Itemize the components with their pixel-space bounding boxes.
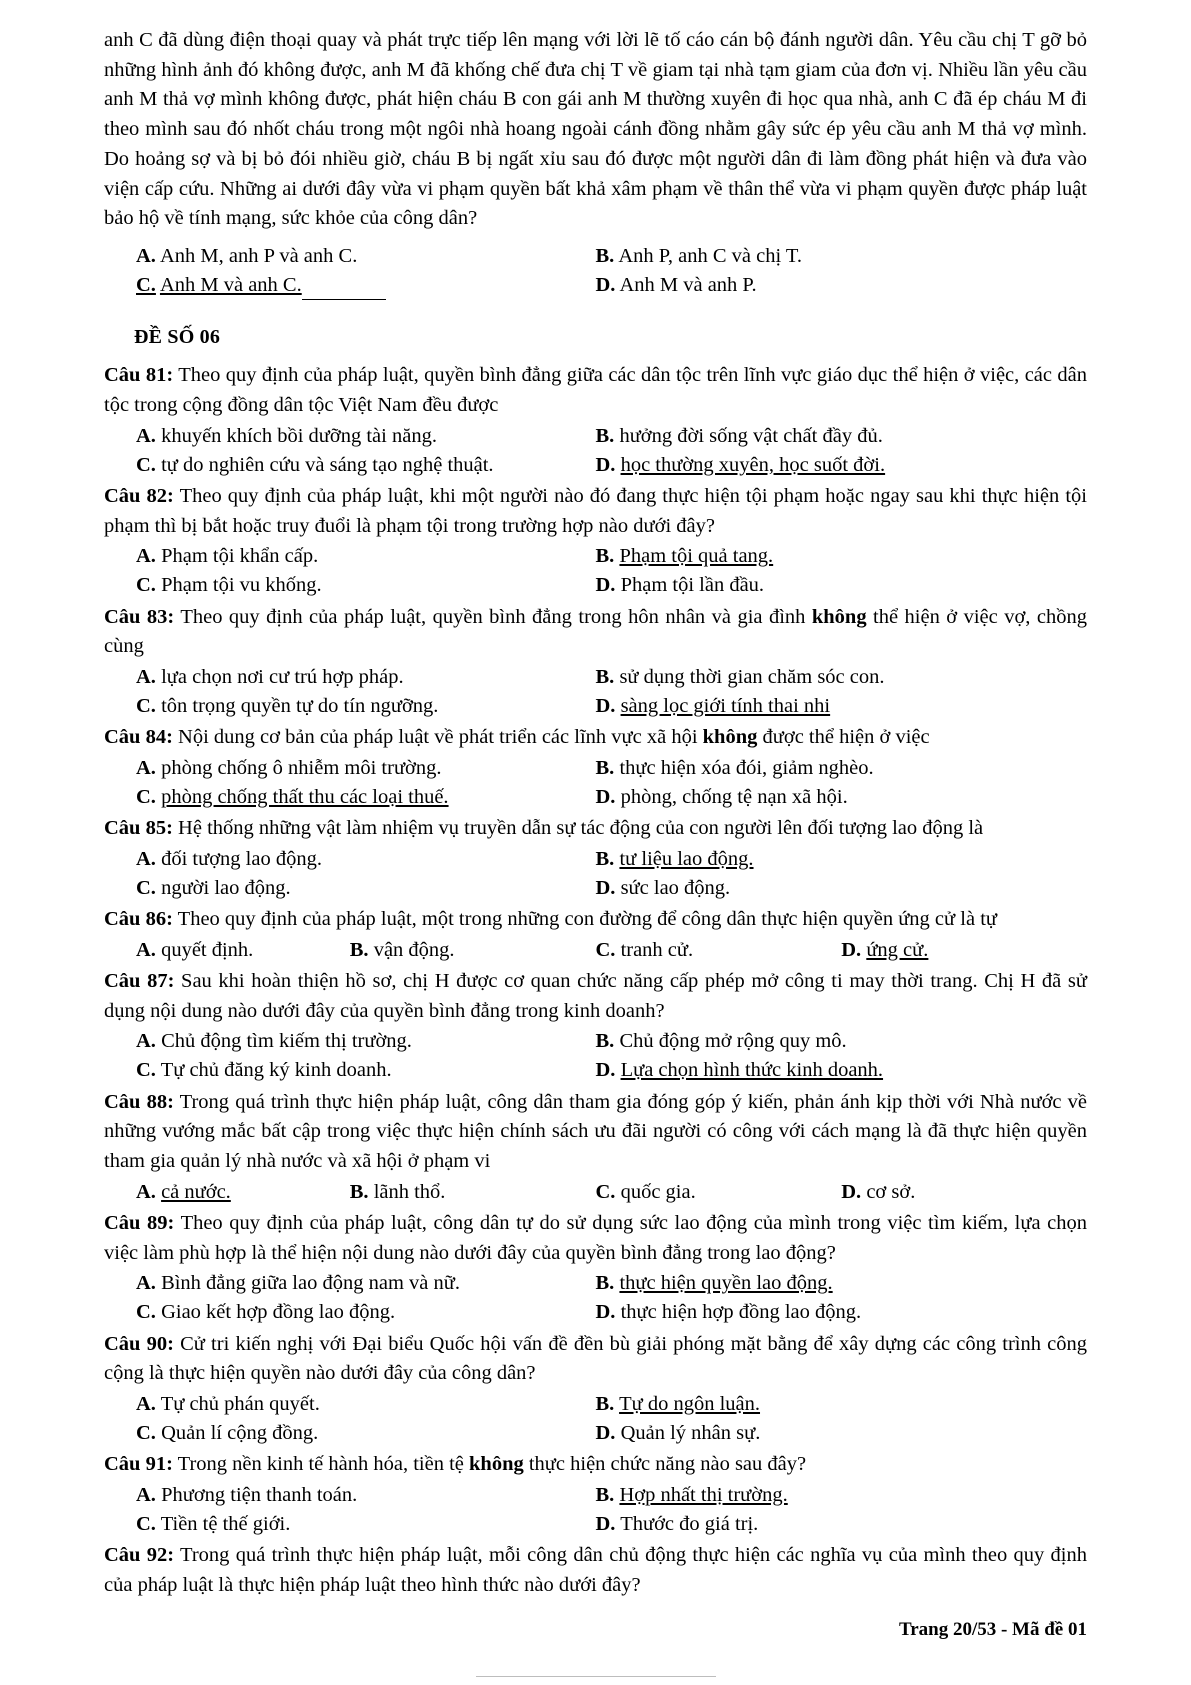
answer-option: [104, 1056, 596, 1085]
answer-option: [596, 1390, 1088, 1419]
answer-option: [596, 692, 1088, 721]
answer-row: [104, 783, 1087, 812]
answer-option: [104, 1481, 596, 1510]
answer-row: [104, 271, 1087, 300]
question-text: [104, 603, 1087, 662]
answer-text: tự do nghiên cứu và sáng tạo nghệ thuật.: [161, 453, 494, 476]
question-number: Câu 87:: [104, 969, 175, 992]
answer-option: [841, 1178, 1087, 1207]
question-text: [104, 361, 1087, 420]
answer-label: A.: [136, 938, 156, 961]
answer-group: [104, 663, 1087, 721]
question-text: [104, 967, 1087, 1026]
answer-text: Tự chủ đăng ký kinh doanh.: [160, 1059, 392, 1082]
answer-row: [104, 1298, 1087, 1327]
answer-text: Thước đo giá trị.: [620, 1512, 759, 1535]
answer-label: D.: [595, 1512, 616, 1535]
answer-label: B.: [595, 1483, 615, 1506]
answer-text: Tự chủ phán quyết.: [160, 1392, 320, 1415]
answer-group: [104, 542, 1087, 600]
answer-text: Phạm tội vu khống.: [161, 574, 322, 597]
answer-text: cơ sở.: [866, 1180, 916, 1203]
answer-text: Anh M, anh P và anh C.: [159, 245, 358, 268]
answer-label: A.: [136, 1030, 156, 1053]
answer-label: C.: [595, 1180, 616, 1203]
question-text: [104, 814, 1087, 844]
question-number: Câu 81:: [104, 364, 174, 387]
answer-text: tư liệu lao động.: [619, 847, 754, 870]
answer-label: B.: [595, 1030, 615, 1053]
answer-option: [104, 783, 596, 812]
answer-option: [596, 874, 1088, 903]
answer-row: [104, 1178, 1087, 1207]
answer-label: D.: [595, 786, 616, 809]
bottom-divider: [476, 1676, 716, 1677]
answer-text: Quản lí cộng đồng.: [161, 1422, 319, 1445]
answer-group: [104, 845, 1087, 903]
answer-text: Phương tiện thanh toán.: [161, 1483, 358, 1506]
answer-label: B.: [595, 756, 615, 779]
answer-text: đối tượng lao động.: [161, 847, 322, 870]
answer-label: A.: [136, 756, 156, 779]
answer-text: Tiền tệ thế giới.: [160, 1512, 291, 1535]
answer-label: C.: [136, 876, 156, 899]
answer-text: vận động.: [373, 938, 455, 961]
answer-label: C.: [136, 574, 156, 597]
answer-option: [596, 1510, 1088, 1539]
questions-container: [104, 361, 1087, 1600]
question-body: Trong quá trình thực hiện pháp luật, công dân tham gia đóng góp ý kiến, phản ánh kịp thời với Nhà nước về những vướng mắc bất cập trong việc thực hiện chính sách ưu đãi người có công với cách mạng là đã thực hiện quyền tham gia quản lý nhà nước và xã hội ở phạm vi: [104, 1090, 1087, 1173]
answer-option: [596, 845, 1088, 874]
question-body: Theo quy định của pháp luật, khi một người nào đó đang thực hiện tội phạm hoặc ngay sau khi thực hiện tội phạm thì bị bắt hoặc truy đuổi là phạm tội trong trường hợp nào dưới đây?: [104, 484, 1087, 537]
answer-row: [104, 451, 1087, 480]
answer-label: B.: [595, 245, 615, 268]
answer-option: [596, 783, 1088, 812]
answer-text: phòng, chống tệ nạn xã hội.: [620, 786, 848, 809]
answer-row: [104, 542, 1087, 571]
answer-text: Anh M và anh C.: [159, 274, 302, 297]
question-number: Câu 88:: [104, 1090, 174, 1113]
answer-option: [596, 936, 842, 965]
question-text: [104, 1330, 1087, 1389]
answer-label: A.: [136, 545, 156, 568]
answer-row: [104, 1481, 1087, 1510]
answer-text: Hợp nhất thị trường.: [619, 1483, 788, 1506]
answer-option: [596, 1269, 1088, 1298]
answer-text: sức lao động.: [620, 876, 731, 899]
answer-label: B.: [595, 1392, 615, 1415]
answer-label: A.: [136, 666, 156, 688]
answer-row: [104, 1027, 1087, 1056]
answer-group: [104, 422, 1087, 480]
question-text: [104, 1209, 1087, 1268]
answer-text: lựa chọn nơi cư trú hợp pháp.: [161, 666, 404, 688]
answer-option: [596, 1481, 1088, 1510]
answer-row: [104, 692, 1087, 721]
question-body: Trong quá trình thực hiện pháp luật, mỗi công dân chủ động thực hiện các nghĩa vụ của mình theo quy định của pháp luật là thực hiện pháp luật theo hình thức nào dưới đây?: [104, 1544, 1087, 1596]
answer-group: [104, 1269, 1087, 1327]
answer-option: [104, 571, 596, 600]
answer-label: C.: [136, 274, 156, 297]
answer-text: Giao kết hợp đồng lao động.: [161, 1301, 396, 1324]
page-footer: Trang 20/53 - Mã đề 01: [898, 1619, 1087, 1640]
answer-row: [104, 242, 1087, 271]
answer-row: [104, 936, 1087, 965]
answer-option: [104, 271, 596, 300]
question-number: Câu 82:: [104, 484, 174, 507]
question-text: [104, 723, 1087, 753]
question-number: Câu 91:: [104, 1453, 173, 1476]
answer-text: sàng lọc giới tính thai nhi: [620, 695, 831, 718]
answer-text: sử dụng thời gian chăm sóc con.: [619, 666, 885, 688]
question-text: [104, 1088, 1087, 1177]
answer-option: [596, 271, 1088, 300]
question-body: Sau khi hoàn thiện hồ sơ, chị H được cơ quan chức năng cấp phép mở công ti may thời trang. Chị H đã sử dụng nội dung nào dưới đây của quyền bình đẳng trong kinh doanh?: [104, 969, 1087, 1022]
answer-text: quốc gia.: [620, 1180, 696, 1203]
question-body: Trong nền kinh tế hành hóa, tiền tệ không thực hiện chức năng nào sau đây?: [172, 1453, 807, 1476]
answer-option: [596, 542, 1088, 571]
answer-text: Anh M và anh P.: [619, 274, 757, 297]
answer-option: [596, 1056, 1088, 1085]
answer-label: D.: [841, 938, 862, 961]
answer-label: D.: [595, 1422, 616, 1445]
section-title: ĐỀ SỐ 06: [134, 326, 221, 349]
answer-row: [104, 1056, 1087, 1085]
answer-label: B.: [595, 1272, 615, 1295]
answer-label: C.: [136, 1512, 156, 1535]
underline-extension: [302, 282, 386, 300]
answer-label: D.: [595, 876, 616, 899]
answer-text: Phạm tội quả tang.: [619, 545, 774, 568]
intro-answers: [104, 242, 1087, 300]
answer-row: [104, 1419, 1087, 1448]
answer-text: Lựa chọn hình thức kinh doanh.: [620, 1059, 884, 1082]
answer-option: [841, 936, 1087, 965]
answer-group: [104, 1481, 1087, 1539]
question-number: Câu 83:: [104, 605, 175, 628]
answer-label: D.: [595, 695, 616, 718]
answer-option: [350, 936, 596, 965]
answer-label: A.: [136, 1180, 156, 1203]
answer-text: tôn trọng quyền tự do tín ngưỡng.: [161, 695, 439, 718]
answer-option: [104, 1269, 596, 1298]
question-body: Theo quy định của pháp luật, quyền bình đẳng giữa các dân tộc trên lĩnh vực giáo dục thể hiện ở việc, các dân tộc trong cộng đồng dân tộc Việt Nam đều được: [104, 364, 1087, 416]
answer-label: B.: [595, 847, 615, 870]
question-number: Câu 89:: [104, 1211, 175, 1234]
answer-option: [350, 1178, 596, 1207]
answer-option: [104, 754, 596, 783]
question-body: Theo quy định của pháp luật, công dân tự do sử dụng sức lao động của mình trong việc tìm kiếm, lựa chọn việc làm phù hợp là thể hiện nội dung nào dưới đây của quyền bình đẳng trong lao động?: [104, 1211, 1087, 1264]
answer-label: D.: [841, 1180, 862, 1203]
answer-text: cả nước.: [161, 1180, 231, 1203]
answer-row: [104, 1390, 1087, 1419]
answer-label: C.: [136, 1301, 156, 1324]
answer-option: [596, 451, 1088, 480]
question-text: [104, 905, 1087, 935]
question-body: Hệ thống những vật làm nhiệm vụ truyền dẫn sự tác động của con người lên đối tượng lao động là: [172, 817, 984, 840]
emphasis: không: [469, 1453, 524, 1476]
question-body: Nội dung cơ bản của pháp luật về phát triển các lĩnh vực xã hội không được thể hiện ở việc: [172, 726, 930, 749]
answer-row: [104, 1510, 1087, 1539]
answer-text: thực hiện quyền lao động.: [619, 1272, 833, 1295]
answer-label: D.: [595, 1059, 616, 1082]
intro-paragraph: anh C đã dùng điện thoại quay và phát trực tiếp lên mạng với lời lẽ tố cáo cán bộ đánh người dân. Yêu cầu chị T gỡ bỏ những hình ảnh đó không được, anh M đã khống chế đưa chị T về giam tại nhà tạm giam của đơn vị. Nhiều lần yêu cầu anh M thả vợ mình không được, phát hiện cháu B con gái anh M thường xuyên đi học qua nhà, anh C đã ép cháu M đi theo mình sau đó nhốt cháu trong một ngôi nhà hoang ngoài cánh đồng nhằm gây sức ép yêu cầu anh M thả vợ mình. Do hoảng sợ và bị bỏ đói nhiều giờ, cháu B bị ngất xỉu sau đó được một người dân đi làm đồng phát hiện và đưa vào viện cấp cứu. Những ai dưới đây vừa vi phạm quyền bất khả xâm phạm về thân thể vừa vi phạm quyền được pháp luật bảo hộ về tính mạng, sức khỏe của công dân?: [104, 29, 1087, 230]
question-body: Theo quy định của pháp luật, quyền bình đẳng trong hôn nhân và gia đình không thể hiện ở việc vợ, chồng cùng: [104, 605, 1087, 658]
question-number: Câu 86:: [104, 908, 173, 931]
answer-text: khuyến khích bồi dưỡng tài năng.: [161, 424, 437, 447]
answer-option: [104, 451, 596, 480]
answer-option: [104, 692, 596, 721]
answer-group: [104, 936, 1087, 965]
question-number: Câu 92:: [104, 1544, 175, 1567]
answer-label: C.: [136, 1422, 156, 1445]
answer-text: học thường xuyên, học suốt đời.: [620, 453, 886, 476]
answer-option: [104, 542, 596, 571]
answer-option: [596, 1298, 1088, 1327]
answer-label: B.: [349, 1180, 369, 1203]
question-text: [104, 1541, 1087, 1600]
question-number: Câu 85:: [104, 817, 173, 840]
answer-option: [104, 663, 596, 692]
answer-text: Quản lý nhân sự.: [620, 1422, 761, 1445]
answer-option: [596, 1027, 1088, 1056]
answer-row: [104, 422, 1087, 451]
answer-row: [104, 874, 1087, 903]
question-body: Cử tri kiến nghị với Đại biểu Quốc hội vấn đề đền bù giải phóng mặt bằng để xây dựng các công trình công cộng là thực hiện quyền nào dưới đây của công dân?: [104, 1332, 1087, 1385]
answer-label: C.: [136, 695, 156, 718]
answer-text: thực hiện xóa đói, giảm nghèo.: [619, 756, 874, 779]
answer-label: A.: [136, 424, 156, 447]
answer-group: [104, 754, 1087, 812]
answer-option: [104, 242, 596, 271]
answer-label: D.: [595, 453, 616, 476]
answer-option: [596, 242, 1088, 271]
answer-option: [596, 1419, 1088, 1448]
question-number: Câu 84:: [104, 726, 173, 749]
answer-label: B.: [595, 424, 615, 447]
answer-group: [104, 1390, 1087, 1448]
answer-row: [104, 571, 1087, 600]
answer-label: C.: [136, 786, 156, 809]
answer-text: Bình đẳng giữa lao động nam và nữ.: [161, 1272, 460, 1295]
answer-label: A.: [136, 245, 156, 268]
answer-text: phòng chống thất thu các loại thuế.: [161, 786, 449, 809]
answer-option: [104, 1027, 596, 1056]
answer-text: người lao động.: [161, 876, 291, 899]
answer-label: B.: [349, 938, 369, 961]
question-body: Theo quy định của pháp luật, một trong những con đường để công dân thực hiện quyền ứng cử là tự: [172, 908, 997, 931]
answer-label: D.: [595, 574, 616, 597]
answer-option: [596, 754, 1088, 783]
answer-label: B.: [595, 545, 615, 568]
answer-text: ứng cử.: [866, 938, 929, 961]
answer-label: A.: [136, 1483, 156, 1506]
answer-text: hưởng đời sống vật chất đầy đủ.: [619, 424, 883, 447]
emphasis: không: [811, 605, 867, 628]
answer-label: D.: [595, 274, 616, 297]
answer-text: thực hiện hợp đồng lao động.: [620, 1301, 862, 1324]
answer-option: [104, 1419, 596, 1448]
answer-option: [104, 1510, 596, 1539]
answer-option: [596, 422, 1088, 451]
answer-text: Phạm tội khẩn cấp.: [161, 545, 319, 568]
answer-group: [104, 1027, 1087, 1085]
answer-option: [596, 663, 1088, 692]
answer-label: C.: [136, 1059, 156, 1082]
answer-text: tranh cử.: [620, 938, 694, 961]
question-number: Câu 90:: [104, 1332, 174, 1355]
question-text: [104, 482, 1087, 541]
answer-option: [104, 1178, 350, 1207]
answer-row: [104, 845, 1087, 874]
answer-label: A.: [136, 847, 156, 870]
question-text: [104, 1450, 1087, 1480]
answer-label: C.: [136, 453, 156, 476]
answer-text: Phạm tội lần đầu.: [620, 574, 765, 597]
answer-label: A.: [136, 1392, 156, 1415]
answer-label: B.: [595, 666, 615, 688]
answer-option: [104, 1390, 596, 1419]
answer-text: Tự do ngôn luận.: [619, 1392, 761, 1415]
answer-option: [104, 874, 596, 903]
answer-text: Anh P, anh C và chị T.: [618, 245, 803, 268]
answer-option: [104, 1298, 596, 1327]
answer-text: quyết định.: [161, 938, 254, 961]
answer-text: Chủ động mở rộng quy mô.: [619, 1030, 847, 1053]
answer-label: C.: [595, 938, 616, 961]
answer-option: [104, 845, 596, 874]
answer-row: [104, 754, 1087, 783]
emphasis: không: [702, 726, 758, 749]
answer-label: A.: [136, 1272, 156, 1295]
answer-option: [104, 936, 350, 965]
answer-row: [104, 1269, 1087, 1298]
answer-option: [104, 422, 596, 451]
answer-option: [596, 1178, 842, 1207]
answer-text: lãnh thổ.: [373, 1180, 446, 1203]
answer-group: [104, 1178, 1087, 1207]
answer-row: [104, 663, 1087, 692]
answer-text: Chủ động tìm kiếm thị trường.: [161, 1030, 412, 1053]
answer-option: [596, 571, 1088, 600]
answer-label: D.: [595, 1301, 616, 1324]
answer-text: phòng chống ô nhiễm môi trường.: [161, 756, 442, 779]
